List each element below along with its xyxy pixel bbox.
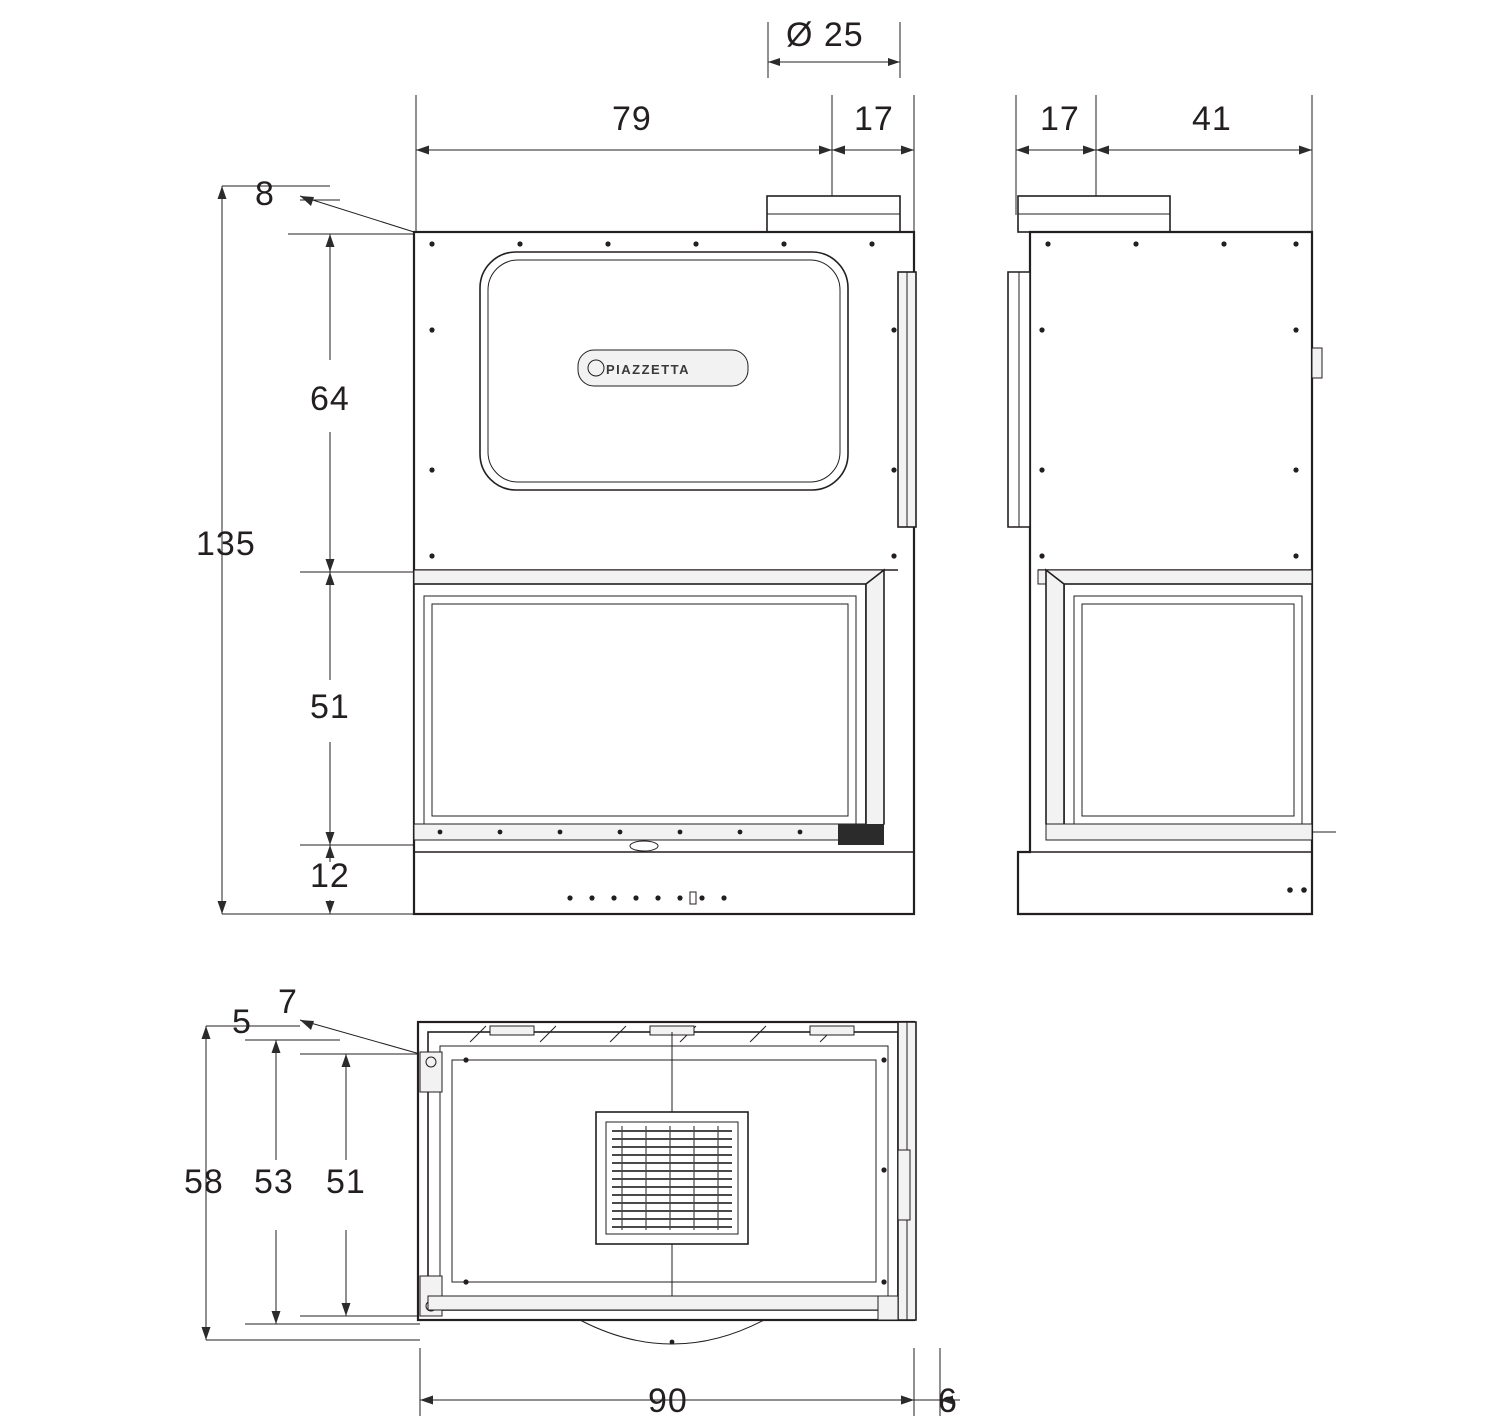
side-view-group xyxy=(1008,196,1336,914)
dim-plan-depth-53: 53 xyxy=(254,1163,294,1201)
plan-view-group xyxy=(202,1020,961,1416)
dim-base-height-12: 12 xyxy=(310,857,350,895)
dim-front-width-17: 17 xyxy=(854,100,894,138)
dim-front-width-79: 79 xyxy=(612,100,652,138)
dim-total-height-135: 135 xyxy=(196,525,256,563)
dim-door-height-51: 51 xyxy=(310,688,350,726)
dim-plan-depth-51: 51 xyxy=(326,1163,366,1201)
dim-flue-diameter: Ø 25 xyxy=(786,16,864,54)
dim-plan-width-90: 90 xyxy=(648,1382,688,1420)
dim-plan-depth-58: 58 xyxy=(184,1163,224,1201)
dim-top-offset-8: 8 xyxy=(255,175,275,213)
dim-plan-edge-6: 6 xyxy=(938,1382,958,1420)
dim-plan-offset-7: 7 xyxy=(278,983,298,1021)
brand-plate-label: PIAZZETTA xyxy=(606,362,691,377)
dim-plan-offset-5: 5 xyxy=(232,1003,252,1041)
dim-side-depth-41: 41 xyxy=(1192,100,1232,138)
dim-upper-panel-64: 64 xyxy=(310,380,350,418)
dim-side-depth-17: 17 xyxy=(1040,100,1080,138)
